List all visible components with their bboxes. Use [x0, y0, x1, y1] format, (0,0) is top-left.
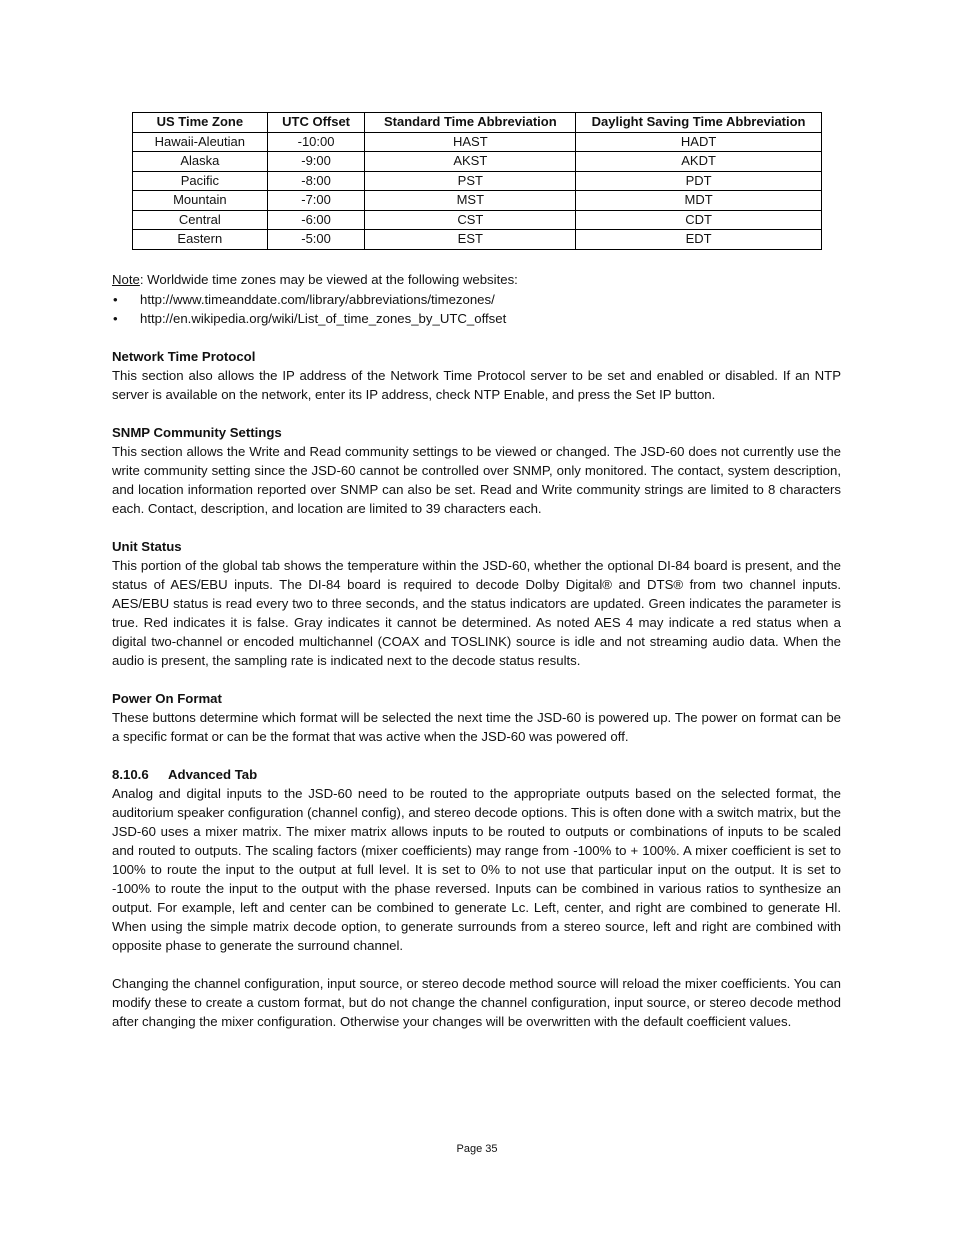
table-cell: AKDT	[576, 152, 822, 172]
list-item	[112, 290, 841, 309]
table-row	[133, 191, 822, 211]
list-item	[112, 309, 841, 328]
table-row	[133, 210, 822, 230]
table-cell: -9:00	[267, 152, 365, 172]
section-body-advanced-1: Analog and digital inputs to the JSD-60 need to be routed to the appropriate outputs based on the selected format, the auditorium speaker configuration (channel config), and stereo decode options. This is often done with a switch matrix, but the JSD-60 uses a mixer matrix. The mixer matrix allows inputs to be routed to outputs or combinations of inputs to be scaled and routed to outputs. The scaling factors (mixer coefficients) may range from -100% to + 100%. A mixer coefficient is set to 100% to route the input to the output at full level. It is set to 0% to not use that particular input on the output. It is set to -100% to route the input to the output with the phase reversed. Inputs can be combined in various ratios to synthesize an output. For example, left and center can be combined to generate Lc. Left, center, and right are combined to generate Hl. When using the simple matrix decode option, to generate surrounds from a stereo source, left and right are combined with opposite phase to generate the surround channel.	[112, 786, 841, 953]
table-cell: -8:00	[267, 171, 365, 191]
table-header-cell: UTC Offset	[267, 113, 365, 133]
table-cell: HADT	[576, 132, 822, 152]
note-text: : Worldwide time zones may be viewed at the following websites:	[139, 272, 518, 287]
table-cell: MDT	[576, 191, 822, 211]
section-number: 8.10.6	[112, 767, 149, 782]
section-heading-power-on: Power On Format	[112, 691, 222, 706]
time-zone-table	[132, 112, 822, 250]
table-row	[133, 132, 822, 152]
table-cell: Alaska	[133, 152, 268, 172]
section-heading-advanced	[112, 765, 841, 784]
bullet-icon: •	[113, 292, 118, 307]
table-row	[133, 152, 822, 172]
table-cell: -5:00	[267, 230, 365, 250]
table-cell: EST	[365, 230, 576, 250]
section-body-advanced-2: Changing the channel configuration, input source, or stereo decode method source will reload the mixer coefficients. You can modify these to create a custom format, but do not change the channel configuration, input source, or stereo decode method after changing the mixer configuration. Otherwise your changes will be overwritten with the default coefficient values.	[112, 976, 841, 1029]
section-heading-ntp: Network Time Protocol	[112, 349, 256, 364]
table-cell: HAST	[365, 132, 576, 152]
table-header-cell: US Time Zone	[133, 113, 268, 133]
bullet-icon: •	[113, 311, 118, 326]
table-cell: -10:00	[267, 132, 365, 152]
table-cell: Hawaii-Aleutian	[133, 132, 268, 152]
section-body-power-on: These buttons determine which format will be selected the next time the JSD-60 is powered up. The power on format can be a specific format or can be the format that was active when the JSD-60 was powered off.	[112, 710, 841, 744]
table-row	[133, 171, 822, 191]
document-body	[112, 270, 841, 1031]
link-text[interactable]: http://en.wikipedia.org/wiki/List_of_time_zones_by_UTC_offset	[140, 311, 507, 326]
section-body-snmp: This section allows the Write and Read community settings to be viewed or changed. The JSD-60 does not currently use the write community setting since the JSD-60 cannot be controlled over SNMP, only monitored. The contact, system description, and location information reported over SNMP can also be set. Read and Write community strings are limited to 8 characters each. Contact, description, and location are limited to 39 characters each.	[112, 444, 841, 516]
table-cell: Eastern	[133, 230, 268, 250]
table-cell: AKST	[365, 152, 576, 172]
section-body-ntp: This section also allows the IP address of the Network Time Protocol server to be set and enabled or disabled. If an NTP server is available on the network, enter its IP address, check NTP Enable, and press the Set IP button.	[112, 368, 841, 402]
link-text[interactable]: http://www.timeanddate.com/library/abbreviations/timezones/	[140, 292, 495, 307]
table-header-cell: Daylight Saving Time Abbreviation	[576, 113, 822, 133]
table-row	[133, 230, 822, 250]
section-title: Advanced Tab	[168, 767, 258, 782]
link-list	[112, 290, 841, 328]
section-heading-snmp: SNMP Community Settings	[112, 425, 282, 440]
table-header-row	[133, 113, 822, 133]
table-cell: -7:00	[267, 191, 365, 211]
table-cell: CST	[365, 210, 576, 230]
section-body-unit-status: This portion of the global tab shows the temperature within the JSD-60, whether the optional DI-84 board is present, and the status of AES/EBU inputs. The DI-84 board is required to decode Dolby Digital® and DTS® from two channel inputs. AES/EBU status is read every two to three seconds, and the status indicators are updated. Green indicates the parameter is true. Red indicates it is false. Gray indicates it cannot be determined. As noted AES 4 may indicate a red status when a digital two-channel or encoded multichannel (COAX and TOSLINK) source is idle and not streaming audio data. When the audio is present, the sampling rate is indicated next to the decode status results.	[112, 558, 841, 668]
table-cell: PST	[365, 171, 576, 191]
table-cell: EDT	[576, 230, 822, 250]
table-cell: -6:00	[267, 210, 365, 230]
table-cell: Pacific	[133, 171, 268, 191]
table-header-cell: Standard Time Abbreviation	[365, 113, 576, 133]
table-cell: MST	[365, 191, 576, 211]
table-cell: Mountain	[133, 191, 268, 211]
table-cell: PDT	[576, 171, 822, 191]
table-cell: CDT	[576, 210, 822, 230]
note-label: Note	[112, 272, 140, 287]
note-paragraph	[112, 270, 841, 289]
table-cell: Central	[133, 210, 268, 230]
page-number: Page 35	[456, 1143, 498, 1155]
section-heading-unit-status: Unit Status	[112, 539, 182, 554]
